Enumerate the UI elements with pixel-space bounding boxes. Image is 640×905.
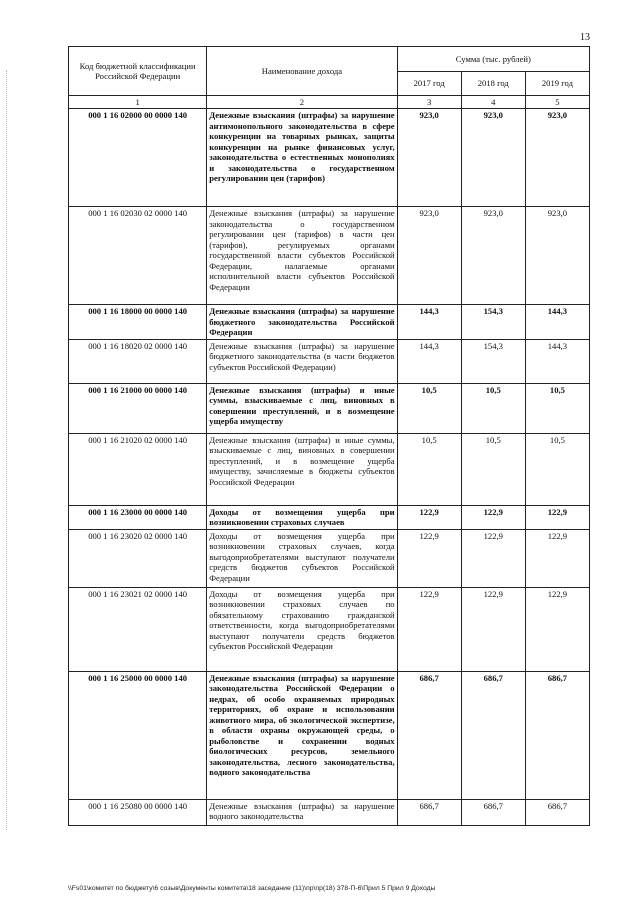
budget-code: 000 1 16 23000 00 0000 140: [69, 505, 207, 529]
binding-margin: [6, 70, 9, 830]
revenue-name: Денежные взыскания (штрафы) и иные суммы, взыскиваемые с лиц, виновных в совершении преступлений, и в возмещение ущерба имуществу: [207, 383, 397, 433]
value-2017: 686,7: [397, 671, 461, 799]
table-row: [69, 671, 590, 799]
revenue-name: Денежные взыскания (штрафы) за нарушение бюджетного законодательства Российской Федерации: [207, 305, 397, 339]
col-number: 2: [207, 96, 397, 109]
budget-code: 000 1 16 18020 02 0000 140: [69, 339, 207, 383]
col-number: 5: [525, 96, 589, 109]
file-path-footer: \\Fs01\комитет по бюджету\6 созыв\Документы комитета\18 заседание (11)\пр\пр(18) 378-П-6\Прил 5 Прил 9 Доходы: [68, 885, 436, 892]
header-year-2017: 2017 год: [397, 71, 461, 96]
value-2017: 10,5: [397, 433, 461, 505]
value-2019: 923,0: [525, 207, 589, 305]
header-code: Код бюджетной классификации Российской Федерации: [69, 47, 207, 96]
table-row: [69, 505, 590, 529]
value-2019: 122,9: [525, 587, 589, 671]
table-row: [69, 207, 590, 305]
revenue-name: Денежные взыскания (штрафы) за нарушение бюджетного законодательства (в части бюджетов субъектов Российской Федерации): [207, 339, 397, 383]
value-2017: 923,0: [397, 109, 461, 207]
budget-code: 000 1 16 21000 00 0000 140: [69, 383, 207, 433]
revenue-name: Доходы от возмещения ущерба при возникновении страховых случаев: [207, 505, 397, 529]
col-number: 3: [397, 96, 461, 109]
budget-code: 000 1 16 02030 02 0000 140: [69, 207, 207, 305]
value-2019: 923,0: [525, 109, 589, 207]
value-2017: 10,5: [397, 383, 461, 433]
value-2018: 686,7: [461, 799, 525, 825]
revenue-name: Доходы от возмещения ущерба при возникновении страховых случаев, когда выгодоприобретателями выступают получатели средств бюджетов субъектов Российской Федерации: [207, 529, 397, 587]
value-2017: 122,9: [397, 505, 461, 529]
header-name: Наименование дохода: [207, 47, 397, 96]
value-2019: 144,3: [525, 339, 589, 383]
budget-code: 000 1 16 25000 00 0000 140: [69, 671, 207, 799]
value-2018: 122,9: [461, 529, 525, 587]
budget-code: 000 1 16 23021 02 0000 140: [69, 587, 207, 671]
header-sum: Сумма (тыс. рублей): [397, 47, 589, 72]
table-row: [69, 799, 590, 825]
table-row: [69, 383, 590, 433]
value-2018: 10,5: [461, 383, 525, 433]
col-number: 1: [69, 96, 207, 109]
value-2018: 923,0: [461, 207, 525, 305]
value-2019: 122,9: [525, 529, 589, 587]
value-2019: 10,5: [525, 433, 589, 505]
table-row: [69, 529, 590, 587]
value-2019: 144,3: [525, 305, 589, 339]
value-2018: 154,3: [461, 339, 525, 383]
revenue-name: Денежные взыскания (штрафы) за нарушение водного законодательства: [207, 799, 397, 825]
table-row: [69, 109, 590, 207]
revenue-table: [68, 46, 590, 826]
table-row: [69, 433, 590, 505]
value-2019: 10,5: [525, 383, 589, 433]
value-2018: 122,9: [461, 505, 525, 529]
col-number: 4: [461, 96, 525, 109]
value-2018: 10,5: [461, 433, 525, 505]
value-2017: 686,7: [397, 799, 461, 825]
value-2017: 122,9: [397, 529, 461, 587]
budget-code: 000 1 16 02000 00 0000 140: [69, 109, 207, 207]
revenue-name: Денежные взыскания (штрафы) за нарушение законодательства Российской Федерации о недрах, об особо охраняемых природных территориях, об охране и использовании животного мира, об экологической экспертизе, в области охраны окружающей среды, о рыболовстве и сохранении водных биологических ресурсов, земельного законодательства, лесного законодательства, водного законодательства: [207, 671, 397, 799]
value-2018: 923,0: [461, 109, 525, 207]
value-2019: 686,7: [525, 799, 589, 825]
value-2018: 686,7: [461, 671, 525, 799]
table-row: [69, 339, 590, 383]
table-row: [69, 587, 590, 671]
revenue-name: Денежные взыскания (штрафы) за нарушение законодательства о государственном регулировании цен (тарифов) в части цен (тарифов), регулируемых органами государственной власти субъектов Российской Федерации, налагаемые органами исполнительной власти субъектов Российской Федерации: [207, 207, 397, 305]
table-row: [69, 305, 590, 339]
value-2017: 144,3: [397, 339, 461, 383]
revenue-name: Денежные взыскания (штрафы) за нарушение антимонопольного законодательства в сфере конкуренции на товарных рынках, защиты конкуренции на рынке финансовых услуг, законодательства о естественных монополиях и законодательства о государственном регулировании цен (тарифов): [207, 109, 397, 207]
value-2017: 144,3: [397, 305, 461, 339]
header-year-2018: 2018 год: [461, 71, 525, 96]
budget-code: 000 1 16 21020 02 0000 140: [69, 433, 207, 505]
page-number: 13: [580, 32, 590, 43]
value-2017: 923,0: [397, 207, 461, 305]
revenue-name: Доходы от возмещения ущерба при возникновении страховых случаев по обязательному страхованию гражданской ответственности, когда выгодоприобретателями выступают получатели средств бюджетов субъектов Российской Федерации: [207, 587, 397, 671]
budget-code: 000 1 16 25080 00 0000 140: [69, 799, 207, 825]
value-2017: 122,9: [397, 587, 461, 671]
value-2019: 686,7: [525, 671, 589, 799]
revenue-name: Денежные взыскания (штрафы) и иные суммы, взыскиваемые с лиц, виновных в совершении преступлений, и в возмещение ущерба имуществу, зачисляемые в бюджеты субъектов Российской Федерации: [207, 433, 397, 505]
budget-code: 000 1 16 18000 00 0000 140: [69, 305, 207, 339]
value-2019: 122,9: [525, 505, 589, 529]
budget-code: 000 1 16 23020 02 0000 140: [69, 529, 207, 587]
header-year-2019: 2019 год: [525, 71, 589, 96]
value-2018: 154,3: [461, 305, 525, 339]
value-2018: 122,9: [461, 587, 525, 671]
